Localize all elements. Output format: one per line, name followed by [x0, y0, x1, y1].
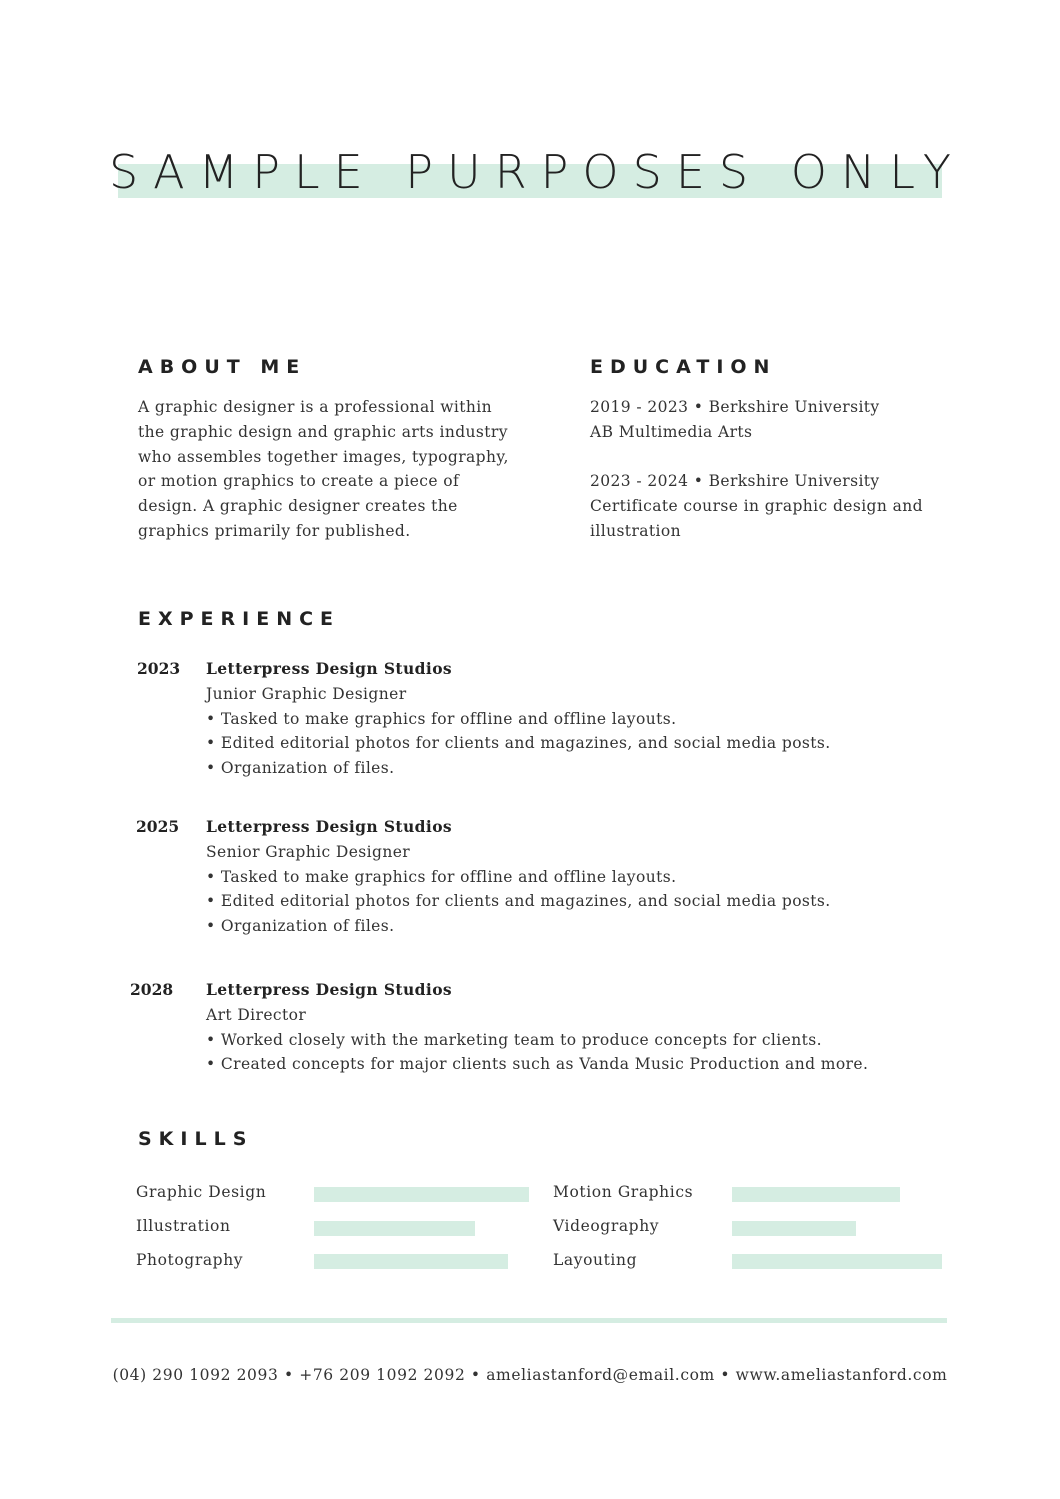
skill-label: Graphic Design — [136, 1183, 267, 1201]
skill-label: Layouting — [553, 1251, 638, 1269]
skills-heading: SKILLS — [138, 1128, 254, 1150]
job-bullet: • Organization of files. — [206, 917, 395, 936]
skill-level-bar — [314, 1254, 508, 1269]
about-line: A graphic designer is a professional within — [138, 398, 493, 416]
education-line: Certificate course in graphic design and — [590, 496, 923, 515]
education-entry — [590, 469, 923, 543]
education-line: illustration — [590, 521, 681, 540]
job-role: Art Director — [206, 1005, 307, 1024]
education-entry — [590, 395, 880, 445]
job-bullet: • Edited editorial photos for clients and magazines, and social media posts. — [206, 734, 831, 753]
company-name: Letterpress Design Studios — [206, 817, 453, 836]
education-line: 2019 - 2023 • Berkshire University — [590, 398, 880, 416]
skill-level-bar — [732, 1187, 900, 1202]
about-line: or motion graphics to create a piece of — [138, 472, 460, 491]
skill-level-bar — [314, 1221, 475, 1236]
experience-entry — [206, 978, 868, 1077]
about-heading: ABOUT ME — [138, 356, 307, 378]
experience-entry — [206, 657, 831, 781]
skill-label: Videography — [553, 1217, 660, 1235]
about-line: who assembles together images, typography, — [138, 447, 509, 466]
job-role: Junior Graphic Designer — [206, 684, 407, 703]
education-heading: EDUCATION — [590, 356, 777, 378]
page-title: SAMPLE PURPOSES ONLY — [109, 145, 965, 199]
experience-year: 2023 — [137, 659, 181, 678]
about-line: graphics primarily for published. — [138, 521, 411, 540]
company-name: Letterpress Design Studios — [206, 980, 453, 999]
job-bullet: • Tasked to make graphics for offline and offline layouts. — [206, 709, 677, 728]
education-line: AB Multimedia Arts — [590, 422, 753, 441]
skill-label: Motion Graphics — [553, 1183, 694, 1201]
job-bullet: • Organization of files. — [206, 759, 395, 778]
skill-level-bar — [314, 1187, 529, 1202]
job-bullet: • Created concepts for major clients such as Vanda Music Production and more. — [206, 1055, 869, 1074]
education-line: 2023 - 2024 • Berkshire University — [590, 472, 880, 490]
job-bullet: • Tasked to make graphics for offline and offline layouts. — [206, 867, 677, 886]
about-line: the graphic design and graphic arts industry — [138, 422, 508, 441]
company-name: Letterpress Design Studios — [206, 659, 453, 678]
skill-level-bar — [732, 1221, 856, 1236]
experience-year: 2025 — [136, 817, 180, 836]
contact-info: (04) 290 1092 2093 • +76 209 1092 2092 • ameliastanford@email.com • www.ameliastanford.com — [112, 1366, 948, 1384]
skill-level-bar — [732, 1254, 942, 1269]
experience-heading: EXPERIENCE — [138, 608, 341, 630]
job-bullet: • Edited editorial photos for clients and magazines, and social media posts. — [206, 892, 831, 911]
skill-label: Illustration — [136, 1217, 231, 1235]
about-line: design. A graphic designer creates the — [138, 497, 458, 516]
skill-label: Photography — [136, 1251, 244, 1269]
experience-entry — [206, 815, 831, 939]
about-text — [138, 395, 509, 544]
footer-divider — [111, 1318, 947, 1323]
job-role: Senior Graphic Designer — [206, 842, 411, 861]
job-bullet: • Worked closely with the marketing team to produce concepts for clients. — [206, 1030, 822, 1049]
experience-year: 2028 — [130, 980, 174, 999]
